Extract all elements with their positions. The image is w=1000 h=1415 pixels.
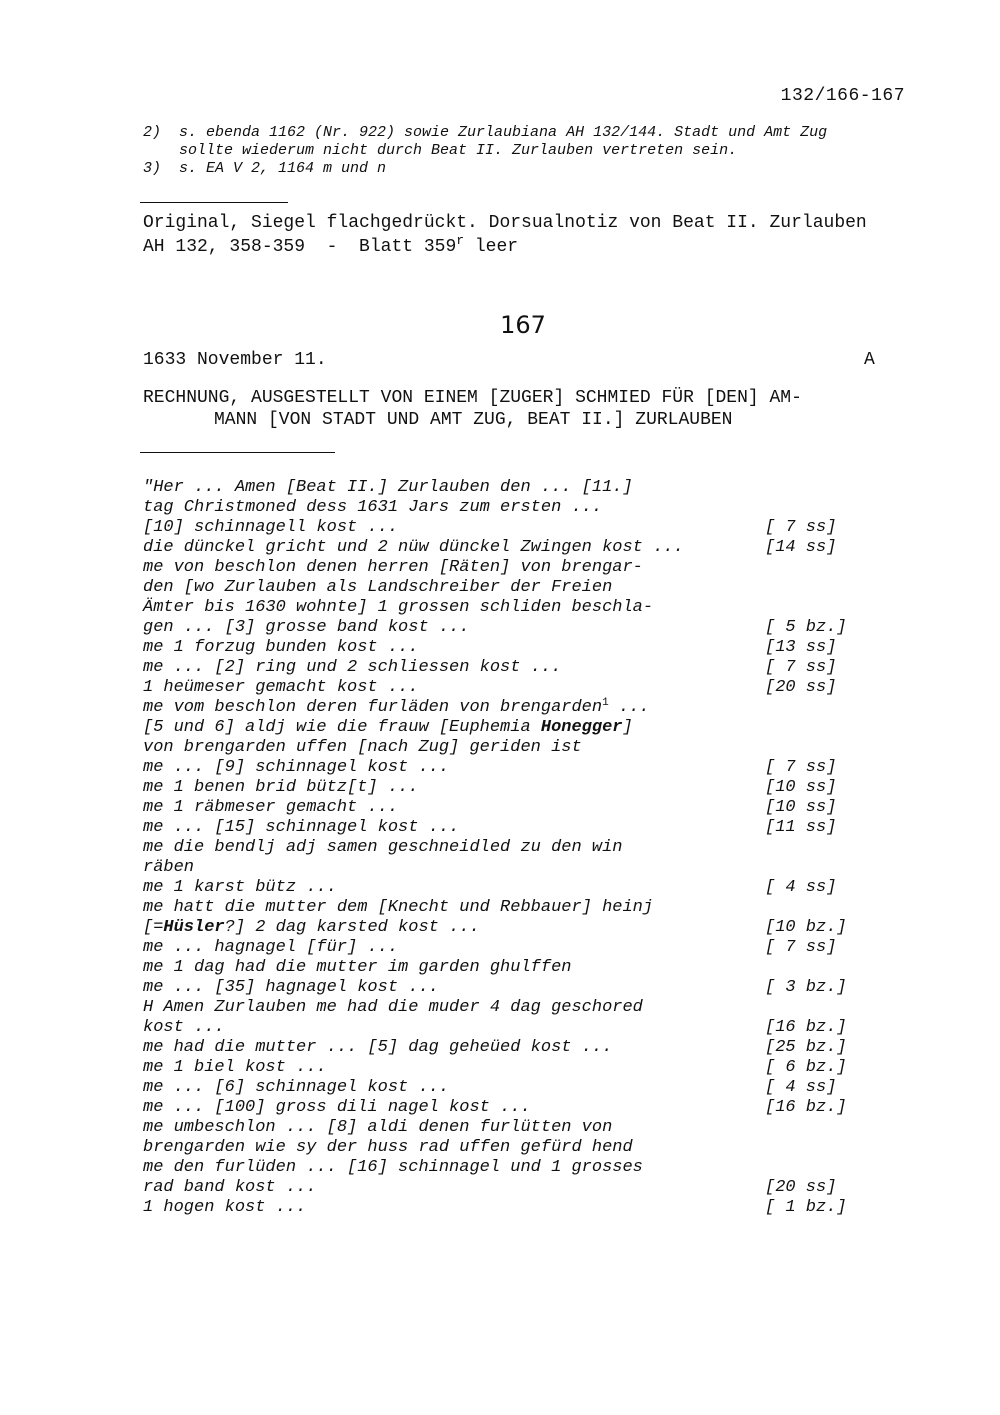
- footnote-text: s. ebenda 1162 (Nr. 922) sowie Zurlaubiana AH 132/144. Stadt und Amt Zug: [179, 124, 828, 141]
- entry-text: [143, 558, 643, 578]
- document-date: 1633 November 11.: [143, 350, 327, 370]
- source-note-text-end: leer: [464, 237, 519, 257]
- entry-amount: [ 7 ss]: [765, 518, 837, 537]
- entry-line: [143, 618, 903, 638]
- entry-line: [143, 558, 903, 578]
- entry-text-part: me 1 biel kost ...: [143, 1058, 327, 1077]
- entry-line: [143, 818, 903, 838]
- entry-amount: [10 ss]: [765, 798, 837, 817]
- entry-text-part: kost ...: [143, 1018, 225, 1037]
- entry-line: [143, 798, 903, 818]
- page-reference: 132/166-167: [780, 86, 905, 106]
- entry-text-part: me umbeschlon ... [8] aldi denen furlütten von: [143, 1118, 613, 1137]
- entry-amount: [16 bz.]: [765, 1018, 847, 1037]
- entry-text-part: me 1 forzug bunden kost ...: [143, 638, 419, 657]
- entry-text: [143, 618, 469, 638]
- entry-amount: [ 5 bz.]: [765, 618, 847, 637]
- entry-text-part: "Her ... Amen [Beat II.] Zurlauben den ... [11.]: [143, 478, 633, 497]
- document-mark: A: [864, 350, 875, 370]
- entry-text-part: gen ... [3] grosse band kost ...: [143, 618, 470, 637]
- entry-text-part: tag Christmoned dess 1631 Jars zum ersten ...: [143, 498, 603, 517]
- entry-name-bold: Hüsler: [163, 918, 225, 937]
- entry-text-part: me ... [100] gross dili nagel kost ...: [143, 1098, 531, 1117]
- entry-line: [143, 698, 903, 718]
- entry-line: [143, 918, 903, 938]
- entry-text-part: me 1 räbmeser gemacht ...: [143, 798, 399, 817]
- entry-text: [143, 818, 459, 838]
- entry-line: [143, 898, 903, 918]
- entry-text-part: ...: [608, 698, 650, 717]
- source-note-superscript: r: [456, 233, 465, 248]
- entry-text: [143, 718, 633, 738]
- entry-line: [143, 678, 903, 698]
- entry-amount: [ 4 ss]: [765, 1078, 837, 1097]
- entry-amount: [20 ss]: [765, 678, 837, 697]
- document-number: 167: [500, 311, 546, 339]
- entry-text-part: 1 heümeser gemacht kost ...: [143, 678, 419, 697]
- footnote-text: s. EA V 2, 1164 m und n: [179, 160, 387, 177]
- entry-amount: [16 bz.]: [765, 1098, 847, 1117]
- entry-line: [143, 518, 903, 538]
- entry-text: [143, 698, 650, 718]
- entry-text: [143, 798, 398, 818]
- entry-text: [143, 1098, 531, 1118]
- entry-line: [143, 1078, 903, 1098]
- entry-line: [143, 998, 903, 1018]
- entry-amount: [11 ss]: [765, 818, 837, 837]
- entry-text: [143, 678, 418, 698]
- document-title-line-2: MANN [VON STADT UND AMT ZUG, BEAT II.] ZURLAUBEN: [214, 410, 733, 430]
- entry-line: [143, 578, 903, 598]
- entry-line: [143, 1018, 903, 1038]
- footnote-number: 2): [143, 124, 162, 141]
- entry-amount: [ 6 bz.]: [765, 1058, 847, 1077]
- entry-text: [143, 1138, 633, 1158]
- entry-amount: [ 4 ss]: [765, 878, 837, 897]
- entry-line: [143, 478, 903, 498]
- entry-line: [143, 498, 903, 518]
- entry-text: [143, 758, 449, 778]
- entry-text: [143, 518, 398, 538]
- entry-amount: [ 3 bz.]: [765, 978, 847, 997]
- entry-text-part: räben: [143, 858, 195, 877]
- entry-text: [143, 538, 684, 558]
- entry-text-part: me 1 benen brid bütz[t] ...: [143, 778, 419, 797]
- entry-text: [143, 498, 602, 518]
- entry-text-part: H Amen Zurlauben me had die muder 4 dag geschored: [143, 998, 643, 1017]
- entry-text: [143, 838, 622, 858]
- entry-line: [143, 778, 903, 798]
- entry-text-part: me ... [6] schinnagel kost ...: [143, 1078, 450, 1097]
- entry-line: [143, 978, 903, 998]
- entry-text: [143, 1118, 612, 1138]
- entry-text-part: die dünckel gricht und 2 nüw dünckel Zwingen kost ...: [143, 538, 684, 557]
- entry-line: [143, 958, 903, 978]
- entry-line: [143, 938, 903, 958]
- entry-line: [143, 1118, 903, 1138]
- entry-text: [143, 598, 653, 618]
- invoice-entries: [143, 478, 903, 1218]
- entry-amount: [ 7 ss]: [765, 658, 837, 677]
- entry-text: [143, 858, 194, 878]
- entry-text-part: ?] 2 dag karsted kost ...: [224, 918, 480, 937]
- entry-line: [143, 1058, 903, 1078]
- entry-line: [143, 1178, 903, 1198]
- document-title-line-1: RECHNUNG, AUSGESTELLT VON EINEM [ZUGER] SCHMIED FÜR [DEN] AM-: [143, 388, 802, 408]
- entry-line: [143, 1038, 903, 1058]
- entry-text-part: von brengarden uffen [nach Zug] geriden ist: [143, 738, 582, 757]
- entry-text: [143, 898, 653, 918]
- entry-amount: [25 bz.]: [765, 1038, 847, 1057]
- entry-text-part: rad band kost ...: [143, 1178, 317, 1197]
- entry-amount: [ 7 ss]: [765, 938, 837, 957]
- entry-text-part: 1 hogen kost ...: [143, 1198, 307, 1217]
- source-note-text: AH 132, 358-359 - Blatt 359: [143, 237, 457, 257]
- entry-text: [143, 918, 480, 938]
- entry-line: [143, 638, 903, 658]
- footnote-number: 3): [143, 160, 162, 177]
- entry-text: [143, 578, 612, 598]
- footnote-2-continuation: sollte wiederum nicht durch Beat II. Zurlauben vertreten sein.: [179, 142, 738, 159]
- entry-line: [143, 1158, 903, 1178]
- entry-amount: [13 ss]: [765, 638, 837, 657]
- entry-text-part: me die bendlj adj samen geschneidled zu den win: [143, 838, 623, 857]
- entry-line: [143, 1138, 903, 1158]
- entry-line: [143, 658, 903, 678]
- entry-text: [143, 638, 418, 658]
- entry-text-part: Ämter bis 1630 wohnte] 1 grossen schliden beschla-: [143, 598, 654, 617]
- entry-line: [143, 878, 903, 898]
- divider-rule: [140, 202, 288, 203]
- entry-line: [143, 838, 903, 858]
- entry-text: [143, 738, 582, 758]
- entry-text-part: me den furlüden ... [16] schinnagel und 1 grosses: [143, 1158, 643, 1177]
- entry-line: [143, 718, 903, 738]
- entry-text: [143, 1178, 316, 1198]
- entry-text: [143, 938, 398, 958]
- footnote-2: [143, 124, 827, 142]
- entry-text-part: me von beschlon denen herren [Räten] von brengar-: [143, 558, 643, 577]
- entry-text: [143, 978, 439, 998]
- entry-text-part: me vom beschlon deren furläden von brengarden: [143, 698, 603, 717]
- entry-text: [143, 1078, 449, 1098]
- entry-text-part: [10] schinnagell kost ...: [143, 518, 399, 537]
- entry-amount: [14 ss]: [765, 538, 837, 557]
- entry-text: [143, 658, 561, 678]
- source-note-line-2: [143, 235, 518, 259]
- entry-text-part: me ... [35] hagnagel kost ...: [143, 978, 439, 997]
- entry-text-part: me ... [9] schinnagel kost ...: [143, 758, 450, 777]
- entry-line: [143, 1198, 903, 1218]
- entry-text-part: me had die mutter ... [5] dag geheüed kost ...: [143, 1038, 613, 1057]
- entry-text: [143, 1158, 643, 1178]
- entry-amount: [20 ss]: [765, 1178, 837, 1197]
- entry-text-part: me ... [15] schinnagel kost ...: [143, 818, 460, 837]
- entry-text-part: me 1 dag had die mutter im garden ghulffen: [143, 958, 572, 977]
- entry-amount: [10 bz.]: [765, 918, 847, 937]
- entry-text: [143, 958, 571, 978]
- entry-text-part: me ... hagnagel [für] ...: [143, 938, 399, 957]
- entry-text: [143, 878, 337, 898]
- footnote-3: [143, 160, 386, 178]
- entry-text-part: [5 und 6] aldj wie die frauw [Euphemia: [143, 718, 541, 737]
- entry-amount: [ 1 bz.]: [765, 1198, 847, 1217]
- entry-amount: [ 7 ss]: [765, 758, 837, 777]
- entry-text: [143, 1198, 306, 1218]
- entry-text: [143, 1058, 327, 1078]
- entry-text-part: ]: [622, 718, 633, 737]
- entry-line: [143, 738, 903, 758]
- entry-line: [143, 758, 903, 778]
- entry-text: [143, 478, 633, 498]
- entry-text: [143, 1038, 612, 1058]
- entry-text-part: me ... [2] ring und 2 schliessen kost ...: [143, 658, 562, 677]
- entry-text-part: me 1 karst bütz ...: [143, 878, 337, 897]
- entry-text: [143, 778, 418, 798]
- entry-line: [143, 598, 903, 618]
- entry-line: [143, 858, 903, 878]
- entry-line: [143, 1098, 903, 1118]
- entry-text-part: den [wo Zurlauben als Landschreiber der Freien: [143, 578, 613, 597]
- footnote-marker: 1: [602, 697, 609, 709]
- entry-text: [143, 998, 643, 1018]
- entry-line: [143, 538, 903, 558]
- entry-name-bold: Honegger: [540, 718, 623, 737]
- divider-rule: [140, 452, 335, 453]
- entry-text-part: me hatt die mutter dem [Knecht und Rebbauer] heinj: [143, 898, 654, 917]
- entry-amount: [10 ss]: [765, 778, 837, 797]
- entry-text: [143, 1018, 225, 1038]
- entry-text-part: brengarden wie sy der huss rad uffen gefürd hend: [143, 1138, 633, 1157]
- source-note-line-1: Original, Siegel flachgedrückt. Dorsualnotiz von Beat II. Zurlauben: [143, 213, 867, 233]
- entry-text-part: [=: [143, 918, 164, 937]
